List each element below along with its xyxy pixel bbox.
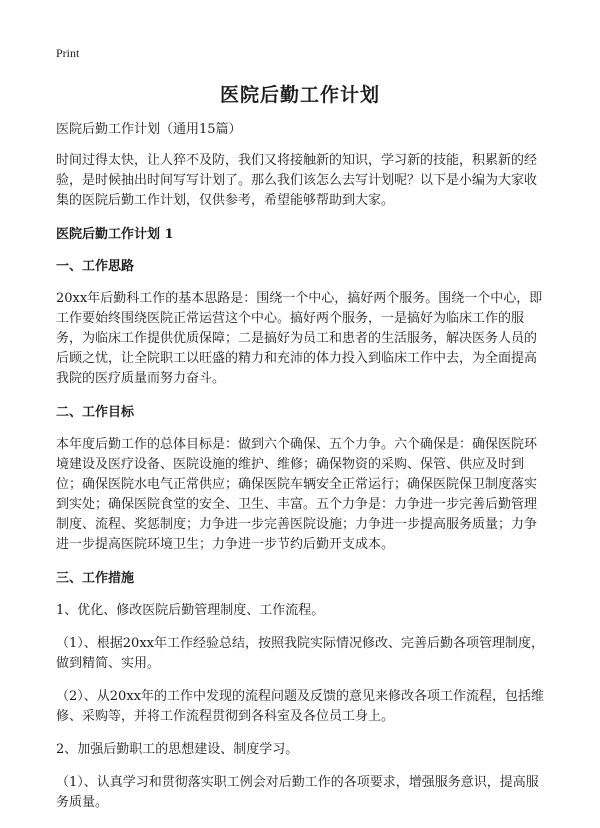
page-title: 医院后勤工作计划 (219, 84, 380, 106)
section-heading-work-goals: 二、工作目标 (56, 405, 135, 420)
plan-heading: 医院后勤工作计划 1 (56, 227, 174, 242)
measure-item: （1）、认真学习和贯彻落实职工例会对后勤工作的各项要求，增强服务意识，提高服务质量。 (56, 775, 539, 810)
measure-item: （2）、从20xx年的工作中发现的流程问题及反馈的意见来修改各项工作流程，包括维修、采购等，并将工作流程贯彻到各科室及各位员工身上。 (56, 689, 544, 724)
measure-item: 1、优化、修改医院后勤管理制度、工作流程。 (56, 603, 325, 618)
document-subtitle: 医院后勤工作计划（通用15篇） (56, 122, 242, 137)
print-label[interactable]: Print (56, 46, 80, 60)
section-body-work-approach: 20xx年后勤科工作的基本思路是：围绕一个中心，搞好两个服务。围绕一个中心，即工作要始终围绕医院正常运营这个中心。搞好两个服务，一是搞好为临床工作的服务，为临床工作提供优质保障；二是搞好为员工和患者的生活服务，解决医务人员的后顾之忧，让全院职工以旺盛的精力和充沛的体力投入到临床工作中去，为全面提高我院的医疗质量而努力奋斗。 (56, 291, 543, 386)
measure-item: 2、加强后勤职工的思想建设、制度学习。 (56, 742, 299, 757)
measure-item: （1）、根据20xx年工作经验总结，按照我院实际情况修改、完善后勤各项管理制度，做到精简、实用。 (56, 636, 544, 671)
section-heading-work-measures: 三、工作措施 (56, 571, 135, 586)
intro-paragraph: 时间过得太快，让人猝不及防，我们又将接触新的知识，学习新的技能，积累新的经验，是时候抽出时间写写计划了。那么我们该怎么去写计划呢？以下是小编为大家收集的医院后勤工作计划，仅供参考，希望能够帮助到大家。 (56, 153, 538, 208)
section-heading-work-approach: 一、工作思路 (56, 259, 135, 274)
document-body (56, 120, 546, 826)
section-body-work-goals: 本年度后勤工作的总体目标是：做到六个确保、五个力争。六个确保是：确保医院环境建设及医疗设备、医院设施的维护、维修；确保物资的采购、保管、供应及时到位；确保医院水电气正常供应；确保医院车辆安全正常运行；确保医院保卫制度落实到实处；确保医院食堂的安全、卫生、丰富。五个力争是：力争进一步完善后勤管理制度、流程、奖惩制度；力争进一步完善医院设施；力争进一步提高服务质量；力争进一步提高医院环境卫生；力争进一步节约后勤开支成本。 (56, 437, 538, 552)
